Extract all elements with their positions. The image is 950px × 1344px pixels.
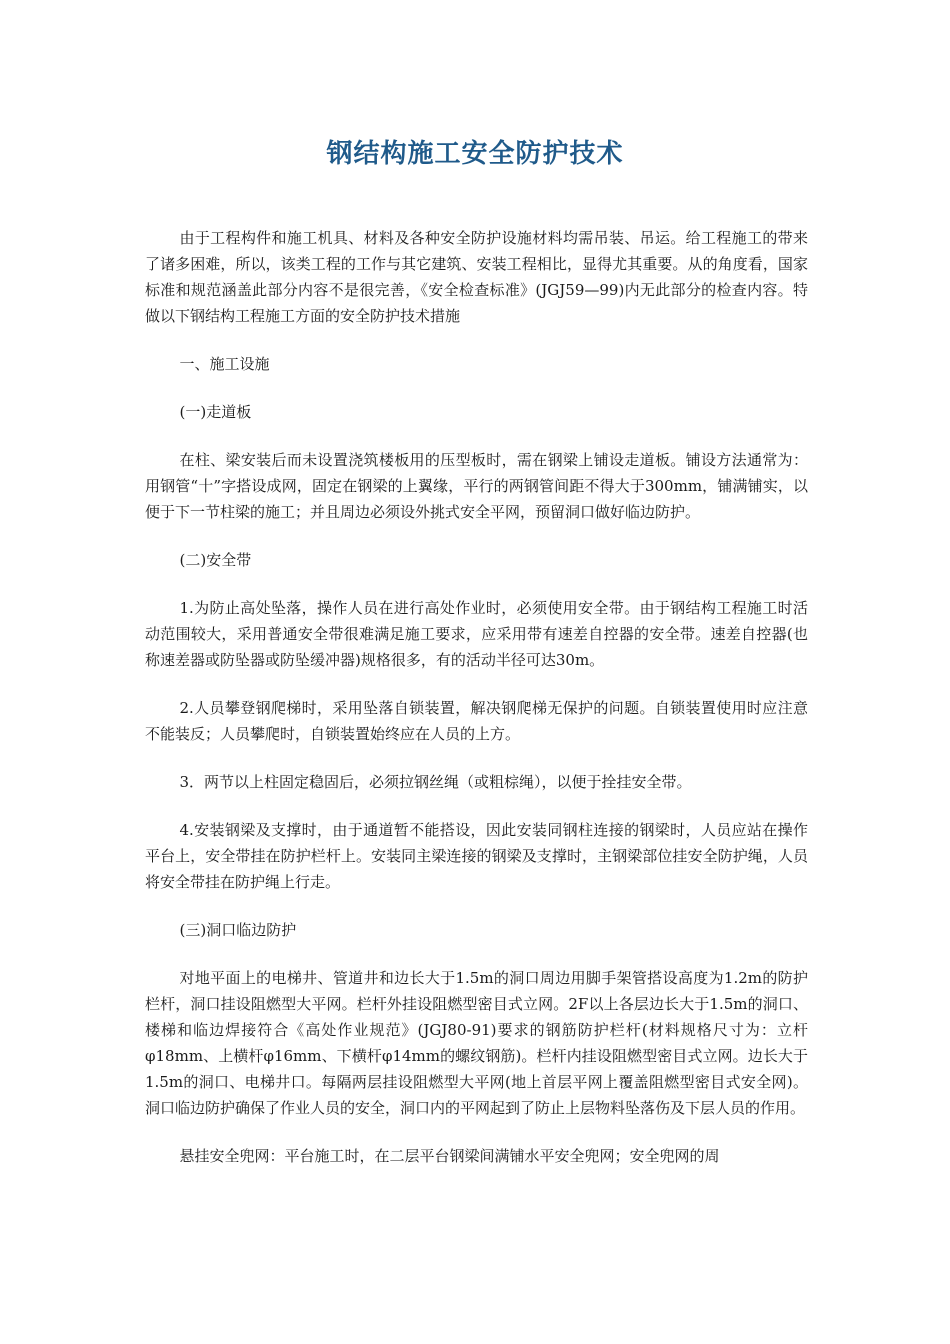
subsection-heading-opening: (三)洞口临边防护 (179, 921, 297, 939)
subsection-heading-safety-belt: (二)安全带 (179, 551, 252, 569)
paragraph-intro: 由于工程构件和施工机具、材料及各种安全防护设施材料均需吊装、吊运。给工程施工的带来了诸多困难，所以，该类工程的工作与其它建筑、安装工程相比，显得尤其重要。从的角度看，国家标准和规范涵盖此部分内容不是很完善，《安全检查标准》(JGJ59—99)内无此部分的检查内容。特做以下钢结构工程施工方面的安全防护技术措施 (145, 229, 808, 325)
paragraph-belt-1: 1.为防止高处坠落，操作人员在进行高处作业时，必须使用安全带。由于钢结构工程施工时活动范围较大，采用普通安全带很难满足施工要求，应采用带有速差自控器的安全带。速差自控器(也称速差器或防坠器或防坠缓冲器)规格很多，有的活动半径可达30m。 (145, 599, 808, 669)
paragraph-belt-3: 3．两节以上柱固定稳固后，必须拉钢丝绳（或粗棕绳），以便于拴挂安全带。 (179, 773, 692, 791)
paragraph-opening: 对地平面上的电梯井、管道井和边长大于1.5m的洞口周边用脚手架管搭设高度为1.2m的防护栏杆，洞口挂设阻燃型大平网。栏杆外挂设阻燃型密目式立网。2F以上各层边长大于1.5m的洞口、楼梯和临边焊接符合《高处作业规范》(JGJ80-91)要求的钢筋防护栏杆(材料规格尺寸为：立杆φ18mm、上横杆φ16mm、下横杆φ14mm的螺纹钢筋)。栏杆内挂设阻燃型密目式立网。边长大于1.5m的洞口、电梯井口。每隔两层挂设阻燃型大平网(地上首层平网上覆盖阻燃型密目式安全网)。洞口临边防护确保了作业人员的安全，洞口内的平网起到了防止上层物料坠落伤及下层人员的作用。 (145, 969, 808, 1117)
paragraph-belt-2: 2.人员攀登钢爬梯时，采用坠落自锁装置，解决钢爬梯无保护的问题。自锁装置使用时应注意不能装反；人员攀爬时，自锁装置始终应在人员的上方。 (145, 699, 808, 743)
document-body (145, 225, 808, 1191)
paragraph-belt-4: 4.安装钢梁及支撑时，由于通道暂不能搭设，因此安装同钢柱连接的钢梁时，人员应站在操作平台上，安全带挂在防护栏杆上。安装同主梁连接的钢梁及支撑时，主钢梁部位挂安全防护绳，人员将安全带挂在防护绳上行走。 (145, 821, 808, 891)
subsection-heading-walkway: (一)走道板 (179, 403, 252, 421)
paragraph-walkway: 在柱、梁安装后而未设置浇筑楼板用的压型板时，需在钢梁上铺设走道板。铺设方法通常为：用钢管“十”字搭设成网，固定在钢梁的上翼缘，平行的两钢管间距不得大于300mm，铺满铺实，以便于下一节柱梁的施工；并且周边必须设外挑式安全平网，预留洞口做好临边防护。 (145, 451, 808, 521)
document-title: 钢结构施工安全防护技术 (326, 139, 624, 169)
section-heading-1: 一、施工设施 (179, 355, 270, 373)
paragraph-safety-net: 悬挂安全兜网：平台施工时，在二层平台钢梁间满铺水平安全兜网；安全兜网的周 (179, 1147, 720, 1165)
